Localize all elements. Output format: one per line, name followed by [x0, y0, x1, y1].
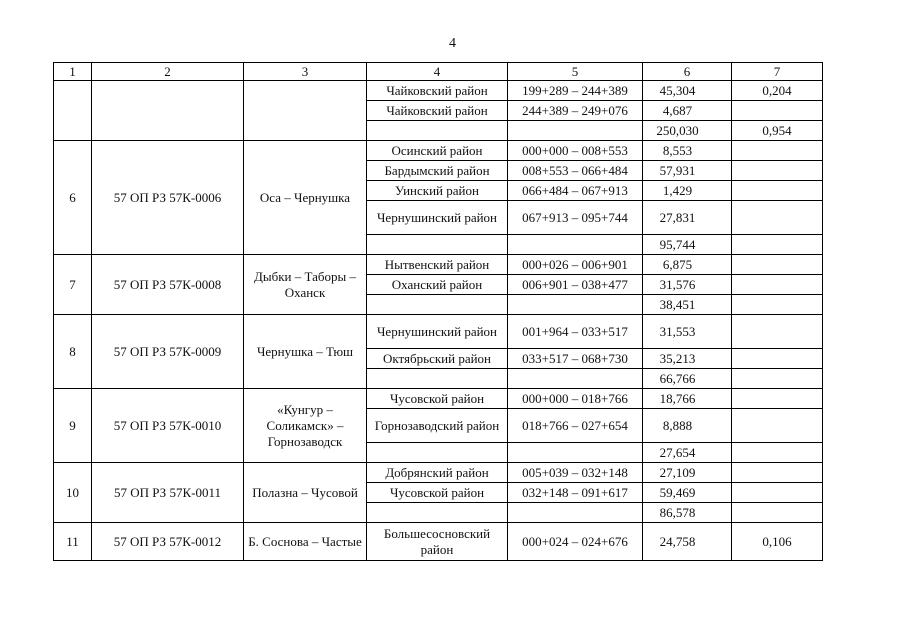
col7-cell — [732, 315, 823, 349]
district-cell: Оханский район — [367, 275, 508, 295]
col7-cell — [732, 255, 823, 275]
km-range-cell — [508, 503, 643, 523]
km-range-cell: 000+000 – 008+553 — [508, 141, 643, 161]
km-range-cell — [508, 295, 643, 315]
km-range-cell: 067+913 – 095+744 — [508, 201, 643, 235]
table-row — [54, 255, 823, 275]
km-range-cell: 199+289 – 244+389 — [508, 81, 643, 101]
column-header: 1 — [54, 63, 92, 81]
road-code-cell: 57 ОП РЗ 57К-0010 — [92, 389, 244, 463]
road-name-cell — [244, 81, 367, 141]
km-range-cell: 006+901 – 038+477 — [508, 275, 643, 295]
length-cell: 31,576 — [643, 275, 732, 295]
road-name-cell: Чернушка – Тюш — [244, 315, 367, 389]
length-cell: 57,931 — [643, 161, 732, 181]
district-cell: Чайковский район — [367, 81, 508, 101]
column-header: 3 — [244, 63, 367, 81]
length-cell: 6,875 — [643, 255, 732, 275]
km-range-cell: 032+148 – 091+617 — [508, 483, 643, 503]
district-cell: Добрянский район — [367, 463, 508, 483]
district-cell: Чусовской район — [367, 389, 508, 409]
total-col7-cell — [732, 369, 823, 389]
total-col7-cell — [732, 503, 823, 523]
road-code-cell: 57 ОП РЗ 57К-0012 — [92, 523, 244, 561]
km-range-cell: 008+553 – 066+484 — [508, 161, 643, 181]
district-cell: Чернушинский район — [367, 315, 508, 349]
km-range-cell: 244+389 – 249+076 — [508, 101, 643, 121]
district-cell: Чернушинский район — [367, 201, 508, 235]
km-range-cell: 005+039 – 032+148 — [508, 463, 643, 483]
total-length-cell: 250,030 — [643, 121, 732, 141]
column-header: 6 — [643, 63, 732, 81]
road-code-cell: 57 ОП РЗ 57К-0009 — [92, 315, 244, 389]
km-range-cell: 033+517 – 068+730 — [508, 349, 643, 369]
col7-cell — [732, 275, 823, 295]
col7-cell — [732, 101, 823, 121]
row-number-cell: 10 — [54, 463, 92, 523]
table-row — [54, 315, 823, 349]
page-number: 4 — [449, 36, 456, 51]
column-header: 4 — [367, 63, 508, 81]
total-length-cell: 38,451 — [643, 295, 732, 315]
km-range-cell — [508, 235, 643, 255]
district-cell: Осинский район — [367, 141, 508, 161]
header-row — [54, 63, 823, 81]
district-cell: Горнозаводский район — [367, 409, 508, 443]
table-row — [54, 81, 823, 101]
col7-cell — [732, 181, 823, 201]
district-cell: Бардымский район — [367, 161, 508, 181]
total-col7-cell — [732, 443, 823, 463]
roads-table — [53, 62, 823, 561]
length-cell: 27,109 — [643, 463, 732, 483]
district-cell — [367, 443, 508, 463]
row-number-cell: 6 — [54, 141, 92, 255]
table-row — [54, 141, 823, 161]
column-header: 5 — [508, 63, 643, 81]
district-cell — [367, 235, 508, 255]
total-col7-cell — [732, 295, 823, 315]
km-range-cell: 000+000 – 018+766 — [508, 389, 643, 409]
length-cell: 35,213 — [643, 349, 732, 369]
road-name-cell: Полазна – Чусовой — [244, 463, 367, 523]
district-cell — [367, 369, 508, 389]
col7-cell — [732, 201, 823, 235]
col7-cell: 0,204 — [732, 81, 823, 101]
road-name-cell: «Кунгур – Соликамск» – Горнозаводск — [244, 389, 367, 463]
col7-cell — [732, 409, 823, 443]
column-header: 2 — [92, 63, 244, 81]
total-length-cell: 66,766 — [643, 369, 732, 389]
total-length-cell: 95,744 — [643, 235, 732, 255]
total-length-cell: 86,578 — [643, 503, 732, 523]
km-range-cell: 000+024 – 024+676 — [508, 523, 643, 561]
total-col7-cell: 0,954 — [732, 121, 823, 141]
length-cell: 18,766 — [643, 389, 732, 409]
km-range-cell — [508, 121, 643, 141]
col7-cell — [732, 161, 823, 181]
row-number-cell — [54, 81, 92, 141]
col7-cell — [732, 389, 823, 409]
row-number-cell: 8 — [54, 315, 92, 389]
row-number-cell: 7 — [54, 255, 92, 315]
km-range-cell: 001+964 – 033+517 — [508, 315, 643, 349]
km-range-cell — [508, 369, 643, 389]
length-cell: 27,831 — [643, 201, 732, 235]
table-row — [54, 389, 823, 409]
column-header: 7 — [732, 63, 823, 81]
total-col7-cell — [732, 235, 823, 255]
col7-cell — [732, 141, 823, 161]
col7-cell — [732, 349, 823, 369]
district-cell — [367, 503, 508, 523]
col7-cell: 0,106 — [732, 523, 823, 561]
total-length-cell: 27,654 — [643, 443, 732, 463]
km-range-cell: 018+766 – 027+654 — [508, 409, 643, 443]
road-name-cell: Б. Соснова – Частые — [244, 523, 367, 561]
length-cell: 1,429 — [643, 181, 732, 201]
district-cell: Большесосновский район — [367, 523, 508, 561]
length-cell: 8,553 — [643, 141, 732, 161]
district-cell: Чусовской район — [367, 483, 508, 503]
district-cell — [367, 121, 508, 141]
table-row — [54, 523, 823, 561]
road-name-cell: Дыбки – Таборы – Оханск — [244, 255, 367, 315]
km-range-cell: 066+484 – 067+913 — [508, 181, 643, 201]
district-cell: Нытвенский район — [367, 255, 508, 275]
col7-cell — [732, 463, 823, 483]
length-cell: 31,553 — [643, 315, 732, 349]
length-cell: 59,469 — [643, 483, 732, 503]
table-row — [54, 463, 823, 483]
road-code-cell: 57 ОП РЗ 57К-0008 — [92, 255, 244, 315]
col7-cell — [732, 483, 823, 503]
district-cell: Уинский район — [367, 181, 508, 201]
district-cell: Октябрьский район — [367, 349, 508, 369]
row-number-cell: 11 — [54, 523, 92, 561]
road-code-cell — [92, 81, 244, 141]
road-code-cell: 57 ОП РЗ 57К-0006 — [92, 141, 244, 255]
road-name-cell: Оса – Чернушка — [244, 141, 367, 255]
row-number-cell: 9 — [54, 389, 92, 463]
length-cell: 45,304 — [643, 81, 732, 101]
km-range-cell — [508, 443, 643, 463]
km-range-cell: 000+026 – 006+901 — [508, 255, 643, 275]
road-code-cell: 57 ОП РЗ 57К-0011 — [92, 463, 244, 523]
district-cell: Чайковский район — [367, 101, 508, 121]
district-cell — [367, 295, 508, 315]
length-cell: 4,687 — [643, 101, 732, 121]
length-cell: 8,888 — [643, 409, 732, 443]
length-cell: 24,758 — [643, 523, 732, 561]
